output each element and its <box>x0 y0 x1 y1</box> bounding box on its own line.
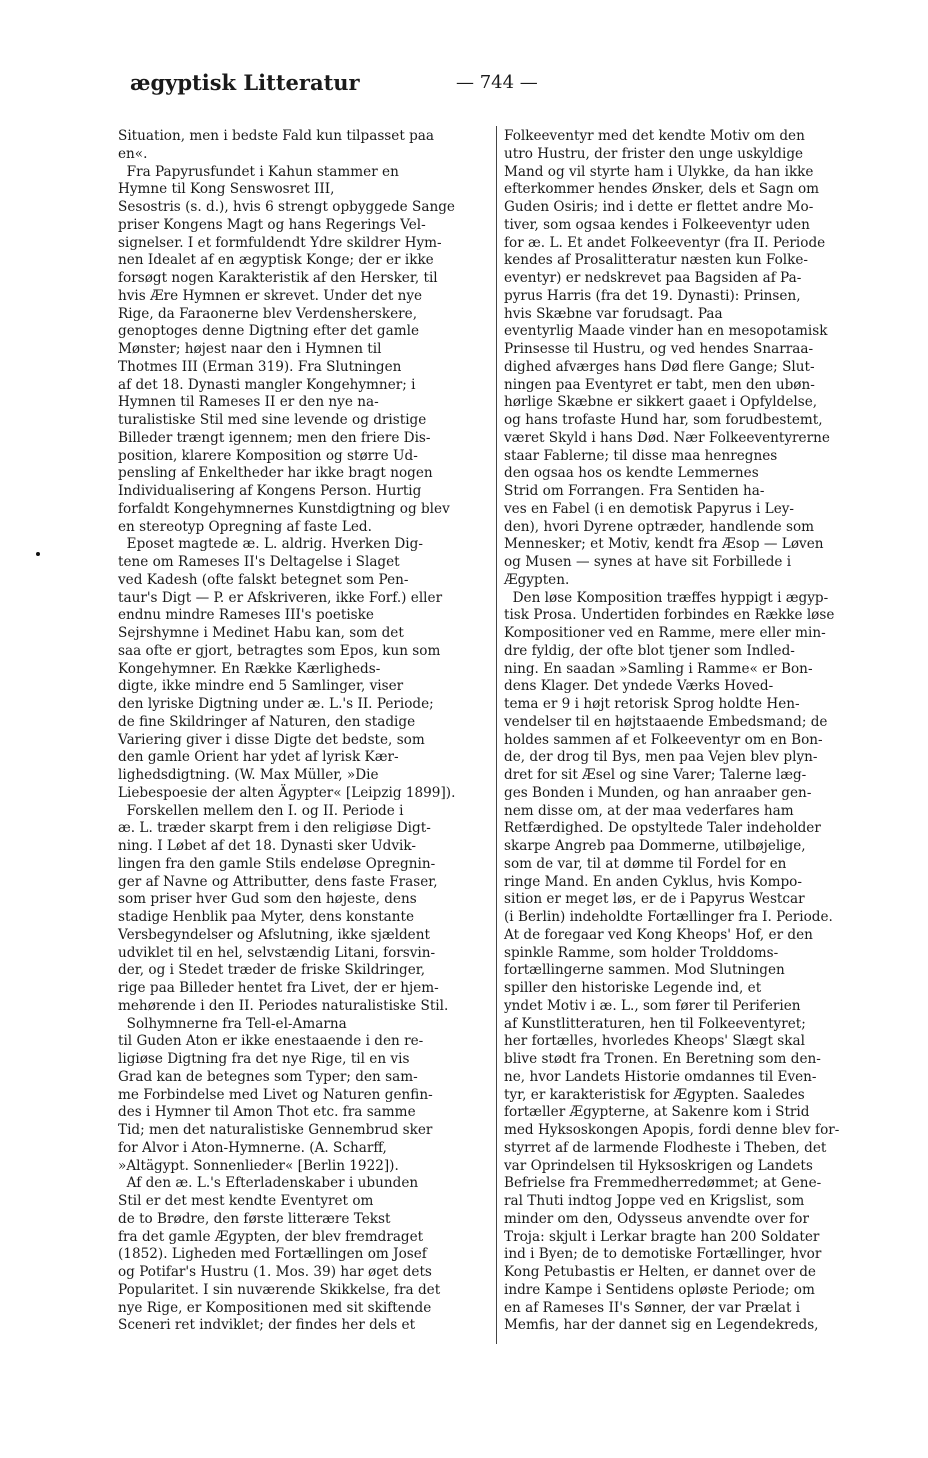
text-line: Hymnen til Rameses II er den nye na- <box>118 394 379 411</box>
text-line: Af den æ. L.'s Efterladenskaber i ubunden <box>118 1175 419 1192</box>
text-line: de to Brødre, den første litterære Tekst <box>118 1210 391 1227</box>
text-line: endnu mindre Rameses III's poetiske <box>118 607 374 624</box>
text-line: ges Bonden i Munden, og han anraaber gen- <box>504 784 812 801</box>
page-number: — 744 — <box>456 72 538 93</box>
running-head-title: ægyptisk Litteratur <box>130 70 360 95</box>
text-line: dret for sit Æsel og sine Varer; Talerne læg- <box>504 767 807 783</box>
text-line: og Musen — synes at have sit Forbillede i <box>504 554 792 570</box>
text-line: Sejrshymne i Medinet Habu kan, som det <box>118 625 404 641</box>
text-line: kendes af Prosalitteratur næsten kun Folke- <box>504 252 809 269</box>
text-line: position, klarere Komposition og større Ud- <box>118 447 418 464</box>
text-line: genoptoges denne Digtning efter det gamle <box>118 323 420 340</box>
text-line: som de var, til at dømme til Fordel for en <box>504 855 787 872</box>
text-line: rige paa Billeder hentet fra Livet, der er hjem- <box>118 980 439 996</box>
text-line: Thotmes III (Erman 319). Fra Slutningen <box>118 358 402 375</box>
text-line: tema er 9 i højt retorisk Sprog holdte Hen- <box>504 696 800 712</box>
text-line: her fortælles, hvorledes Kheops' Slægt skal <box>504 1033 805 1050</box>
text-line: Kongehymner. En Række Kærligheds- <box>118 660 381 677</box>
text-line: lingen fra den gamle Stils endeløse Opregnin- <box>118 855 436 872</box>
text-line: ved Kadesh (ofte falskt betegnet som Pen- <box>118 571 409 588</box>
text-line: hvis Skæbne var forudsagt. Paa <box>504 305 723 322</box>
text-line: indre Kampe i Sentidens opløste Periode; om <box>504 1281 815 1298</box>
text-line: styrret af de larmende Flodheste i Theben, det <box>504 1139 827 1156</box>
text-line: af Kunstlitteraturen, hen til Folkeeventyret; <box>504 1015 806 1032</box>
text-line: tyr, er karakteristisk for Ægypten. Saaledes <box>504 1086 805 1103</box>
text-line: eventyrlig Maade vinder han en mesopotamisk <box>504 323 828 340</box>
text-line: for Alvor i Aton-Hymnerne. (A. Scharff, <box>118 1139 387 1156</box>
text-line: Strid om Forrangen. Fra Sentiden ha- <box>504 483 765 499</box>
text-line: nye Rige, er Kompositionen med sit skiftende <box>118 1299 432 1316</box>
text-line: og Potifar's Hustru (1. Mos. 39) har øget dets <box>118 1264 432 1280</box>
text-line: af det 18. Dynasti mangler Kongehymner; i <box>118 376 416 393</box>
text-line: signelser. I et formfuldendt Ydre skildrer Hym- <box>118 234 442 251</box>
text-line: Solhymnerne fra Tell-el-Amarna <box>118 1015 347 1032</box>
text-line: forfaldt Kongehymnernes Kunstdigtning og blev <box>118 500 450 517</box>
text-line: eventyr) er nedskrevet paa Bagsiden af Pa- <box>504 270 802 286</box>
text-line: yndet Motiv i æ. L., som fører til Periferien <box>504 997 801 1014</box>
text-line: dre fyldig, der ofte blot tjener som Indled- <box>504 642 795 659</box>
text-line: Memfis, har der dannet sig en Legendekreds, <box>504 1317 819 1334</box>
text-line: me Forbindelse med Livet og Naturen genfin- <box>118 1086 433 1103</box>
text-line: Situation, men i bedste Fald kun tilpasset paa <box>118 128 435 144</box>
text-line: Tid; men det naturalistiske Gennembrud sker <box>118 1122 433 1138</box>
text-line: spinkle Ramme, som holder Trolddoms- <box>504 944 779 961</box>
text-line: tisk Prosa. Undertiden forbindes en Række løse <box>504 607 835 624</box>
text-line: turalistiske Stil med sine levende og dristige <box>118 412 427 428</box>
text-line: Billeder trængt igennem; men den friere Dis- <box>118 429 431 446</box>
text-line: ind i Byen; de to demotiske Fortællinger, hvor <box>504 1246 822 1263</box>
text-line: saa ofte er gjort, betragtes som Epos, kun som <box>118 642 441 659</box>
text-line: Fra Papyrusfundet i Kahun stammer en <box>118 163 399 180</box>
text-line: Mand og vil styrte ham i Ulykke, da han ikke <box>504 163 814 180</box>
text-line: Troja: skjult i Lerkar bragte han 200 Soldater <box>504 1228 820 1245</box>
text-line: med Hyksoskongen Apopis, fordi denne blev for- <box>504 1122 840 1138</box>
text-line: Sceneri ret indviklet; der findes her dels et <box>118 1317 416 1334</box>
text-line: pyrus Harris (fra det 19. Dynasti): Prinsen, <box>504 287 801 304</box>
text-line: nen Idealet af en ægyptisk Konge; der er ikke <box>118 252 434 269</box>
text-line: var Oprindelsen til Hyksoskrigen og Landets <box>504 1157 813 1174</box>
text-line: skarpe Angreb paa Dommerne, utilbøjelige, <box>504 838 806 854</box>
text-line: vendelser til en højtstaaende Embedsmand; de <box>504 713 828 730</box>
text-line: digte, ikke mindre end 5 Samlinger, viser <box>118 678 404 695</box>
text-line: æ. L. træder skarpt frem i den religiøse Digt- <box>118 820 431 837</box>
text-line: lighedsdigtning. (W. Max Müller, »Die <box>118 767 379 783</box>
text-line: des i Hymner til Amon Thot etc. fra samme <box>118 1104 416 1121</box>
text-line: udviklet til en hel, selvstændig Litani, forsvin- <box>118 944 436 961</box>
text-line: Prinsesse til Hustru, og ved hendes Snarraa- <box>504 341 814 357</box>
text-line: Rige, da Faraonerne blev Verdensherskere, <box>118 305 418 322</box>
text-line: ningen paa Eventyret er tabt, men den ubøn- <box>504 376 815 393</box>
text-line: efterkommer hendes Ønsker, dels et Sagn om <box>504 181 820 198</box>
text-line: der, og i Stedet træder de friske Skildringer, <box>118 962 426 979</box>
text-line: fortæller Ægypterne, at Sakenre kom i Strid <box>504 1104 810 1121</box>
text-line: At de foregaar ved Kong Kheops' Hof, er den <box>504 926 813 943</box>
text-line: ringe Mand. En anden Cyklus, hvis Kompo- <box>504 873 802 890</box>
text-line: hørlige Skæbne er sikkert gaaet i Opfyldelse, <box>504 394 818 411</box>
text-line: »Altägypt. Sonnenlieder« [Berlin 1922]). <box>118 1157 399 1174</box>
text-line: tiver, som ogsaa kendes i Folkeeventyr uden <box>504 216 810 233</box>
text-line: Popularitet. I sin nuværende Skikkelse, fra det <box>118 1281 441 1298</box>
text-line: Versbegyndelser og Afslutning, ikke sjældent <box>118 926 430 943</box>
text-line: en af Rameses II's Sønner, der var Prælat i <box>504 1299 801 1316</box>
text-line: (i Berlin) indeholdte Fortællinger fra I. Periode. <box>504 909 833 925</box>
text-line: (1852). Ligheden med Fortællingen om Josef <box>118 1246 427 1263</box>
text-line: de fine Skildringer af Naturen, den stadige <box>118 713 416 730</box>
text-line: Individualisering af Kongens Person. Hurtig <box>118 483 422 499</box>
text-line: den ogsaa hos os kendte Lemmernes <box>504 465 759 482</box>
column-divider <box>496 126 497 1344</box>
text-line: ger af Navne og Attributter, dens faste Fraser, <box>118 873 438 890</box>
text-line: ning. I Løbet af det 18. Dynasti sker Udvik- <box>118 838 416 854</box>
text-line: ligiøse Digtning fra det nye Rige, til en vis <box>118 1051 410 1067</box>
text-line: den), hvori Dyrene optræder, handlende som <box>504 518 815 535</box>
text-line: for æ. L. Et andet Folkeeventyr (fra II. Periode <box>504 234 826 251</box>
text-line: utro Hustru, der frister den unge uskyldige <box>504 145 804 162</box>
text-line: holdes sammen af et Folkeeventyr om en Bon- <box>504 731 823 748</box>
text-line: Folkeeventyr med det kendte Motiv om den <box>504 128 805 144</box>
text-line: priser Kongens Magt og hans Regerings Vel- <box>118 216 426 233</box>
text-line: pensling af Enkeltheder har ikke bragt nogen <box>118 465 433 482</box>
text-line: Kompositioner ved en Ramme, mere eller min- <box>504 625 826 641</box>
text-line: Stil er det mest kendte Eventyret om <box>118 1193 374 1209</box>
text-line: dighed afværges hans Død flere Gange; Slut- <box>504 358 815 375</box>
margin-dot <box>36 552 40 556</box>
text-line: blive stødt fra Tronen. En Beretning som den- <box>504 1051 821 1067</box>
text-line: været Skyld i hans Død. Nær Folkeeventyrerne <box>504 429 830 446</box>
text-line: Hymne til Kong Senswosret III, <box>118 181 335 198</box>
text-line: en stereotyp Opregning af faste Led. <box>118 518 372 535</box>
text-line: Liebespoesie der alten Ägypter« [Leipzig 1899]). <box>118 784 456 801</box>
text-line: Eposet magtede æ. L. aldrig. Hverken Dig- <box>118 536 423 553</box>
text-line: Guden Osiris; ind i dette er flettet andre Mo- <box>504 199 814 215</box>
text-line: Forskellen mellem den I. og II. Periode i <box>118 802 404 819</box>
text-line: en«. <box>118 145 148 162</box>
text-line: Den løse Komposition træffes hyppigt i ægyp- <box>504 589 829 606</box>
right-text-column <box>504 128 876 1335</box>
text-line: den lyriske Digtning under æ. L.'s II. Periode; <box>118 696 434 712</box>
text-line: ne, hvor Landets Historie omdannes til Even- <box>504 1068 817 1085</box>
text-line: ning. En saadan »Samling i Ramme« er Bon- <box>504 660 813 677</box>
text-line: den gamle Orient har ydet af lyrisk Kær- <box>118 749 399 766</box>
text-line: ral Thuti indtog Joppe ved en Krigslist, som <box>504 1193 805 1209</box>
text-line: minder om den, Odysseus anvendte over for <box>504 1210 809 1227</box>
text-line: og hans trofaste Hund har, som forudbestemt, <box>504 412 823 428</box>
text-line: spiller den historiske Legende ind, et <box>504 980 762 996</box>
text-line: forsøgt nogen Karakteristik af den Hersker, til <box>118 270 438 286</box>
text-line: Retfærdighed. De opstyltede Taler indeholder <box>504 820 821 837</box>
left-text-column <box>118 128 490 1335</box>
text-line: sition er meget løs, er de i Papyrus Westcar <box>504 891 805 908</box>
text-line: Kong Petubastis er Helten, er dannet over de <box>504 1264 816 1280</box>
text-line: mehørende i den II. Periodes naturalistiske Stil. <box>118 997 449 1014</box>
text-line: tene om Rameses II's Deltagelse i Slaget <box>118 554 400 570</box>
text-line: hvis Ære Hymnen er skrevet. Under det nye <box>118 287 423 304</box>
text-line: Ægypten. <box>504 571 570 588</box>
text-line: nem disse om, at der maa vederfares ham <box>504 802 794 819</box>
text-line: fortællingerne sammen. Mod Slutningen <box>504 962 785 979</box>
text-line: taur's Digt — P. er Afskriveren, ikke Forf.) eller <box>118 589 443 606</box>
text-line: staar Fablerne; til disse maa henregnes <box>504 447 778 464</box>
text-line: dens Klager. Det yndede Værks Hoved- <box>504 678 774 695</box>
text-line: Grad kan de betegnes som Typer; den sam- <box>118 1068 418 1085</box>
text-line: ves en Fabel (i en demotisk Papyrus i Ley- <box>504 500 795 517</box>
text-line: Variering giver i disse Digte det bedste, som <box>118 731 425 748</box>
text-line: de, der drog til Bys, men paa Vejen blev plyn- <box>504 749 818 766</box>
text-line: Mennesker; et Motiv, kendt fra Æsop — Løven <box>504 536 824 553</box>
text-line: Sesostris (s. d.), hvis 6 strengt opbyggede Sange <box>118 199 455 215</box>
text-line: som priser hver Gud som den højeste, dens <box>118 891 417 908</box>
text-line: Befrielse fra Fremmedherredømmet; at Gene- <box>504 1175 822 1192</box>
text-line: Mønster; højest naar den i Hymnen til <box>118 341 382 357</box>
text-line: stadige Henblik paa Myter, dens konstante <box>118 909 415 925</box>
text-line: fra det gamle Ægypten, der blev fremdraget <box>118 1228 424 1245</box>
text-line: til Guden Aton er ikke enestaaende i den re- <box>118 1033 424 1050</box>
